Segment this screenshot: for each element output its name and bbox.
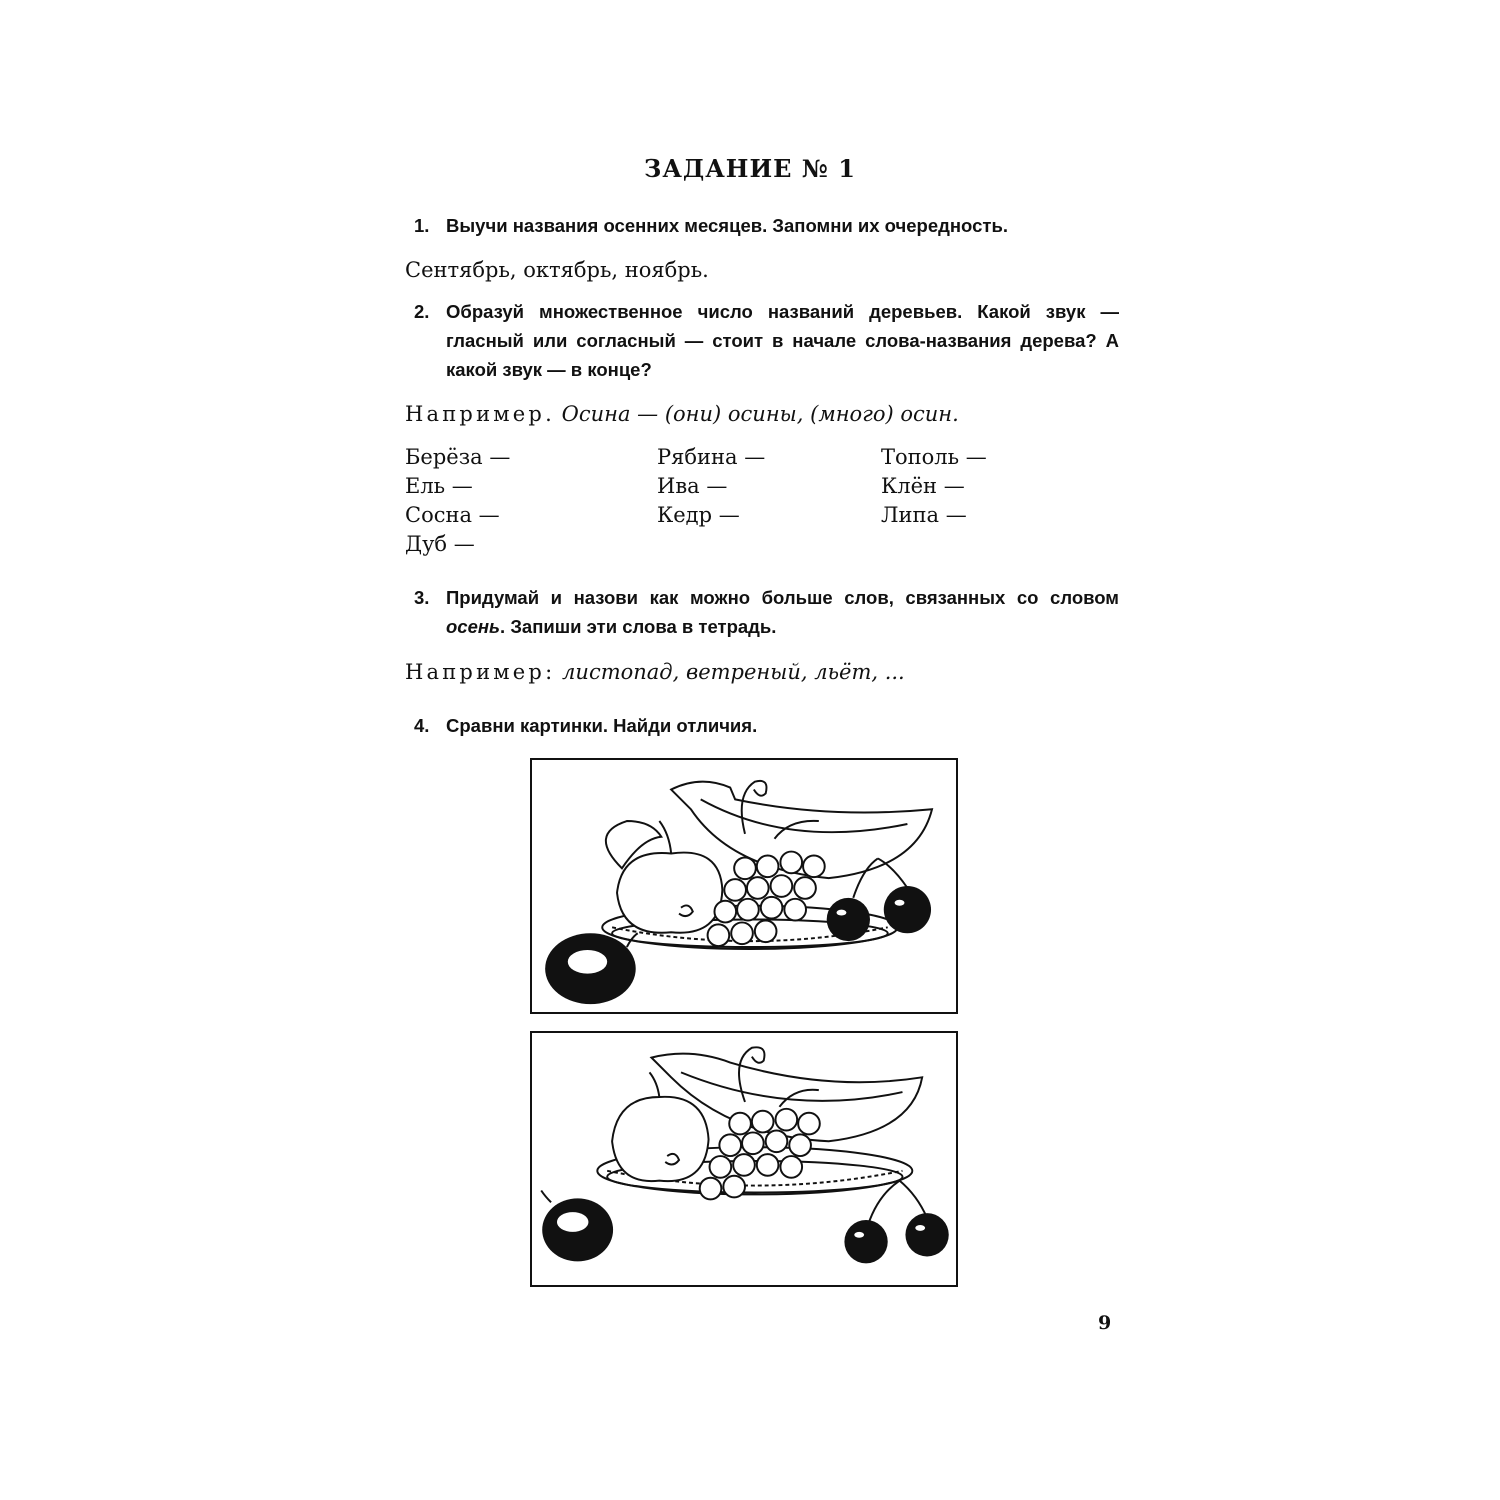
fruit-bowl-illustration bbox=[532, 760, 956, 1012]
tree-word: Берёза — bbox=[405, 445, 511, 469]
task-1 bbox=[414, 211, 1119, 240]
task-3-example-label: Например: bbox=[405, 660, 556, 684]
tree-word: Сосна — bbox=[405, 503, 500, 527]
fruit-picture-2 bbox=[530, 1031, 958, 1287]
task-3-text-part: Придумай и назови как можно больше слов, связанных со словом bbox=[446, 587, 1119, 608]
task-3-example-text: листопад, ветреный, льёт, ... bbox=[562, 660, 905, 684]
tree-word: Липа — bbox=[881, 503, 967, 527]
tree-word: Тополь — bbox=[881, 445, 987, 469]
trees-column-3 bbox=[881, 443, 987, 530]
task-3 bbox=[414, 583, 1119, 641]
task-2 bbox=[414, 297, 1119, 384]
task-4 bbox=[414, 711, 1119, 740]
tree-word: Дуб — bbox=[405, 532, 475, 556]
task-3-text bbox=[446, 583, 1119, 641]
task-2-number: 2. bbox=[414, 301, 430, 322]
tree-word: Кедр — bbox=[657, 503, 740, 527]
task-1-answer: Сентябрь, октябрь, ноябрь. bbox=[405, 258, 709, 282]
fruit-bowl-illustration bbox=[532, 1033, 956, 1285]
task-2-example-label: Например. bbox=[405, 402, 555, 426]
task-1-number: 1. bbox=[414, 215, 430, 236]
page-title: ЗАДАНИЕ № 1 bbox=[644, 154, 856, 183]
tree-word: Клён — bbox=[881, 474, 965, 498]
task-2-example bbox=[405, 400, 1125, 429]
tree-word: Рябина — bbox=[657, 445, 766, 469]
page-number: 9 bbox=[1098, 1312, 1112, 1334]
tree-word: Ель — bbox=[405, 474, 473, 498]
fruit-picture-1 bbox=[530, 758, 958, 1014]
tree-word: Ива — bbox=[657, 474, 728, 498]
trees-column-2 bbox=[657, 443, 765, 530]
task-1-text: Выучи названия осенних месяцев. Запомни их очередность. bbox=[446, 215, 1008, 236]
task-2-text: Образуй множественное число названий деревьев. Какой звук — гласный или согласный — стоит в начале слова-названия дерева? А какой звук — в конце? bbox=[446, 301, 1119, 380]
trees-column-1 bbox=[405, 443, 510, 559]
task-3-number: 3. bbox=[414, 587, 430, 608]
task-4-number: 4. bbox=[414, 715, 430, 736]
task-3-example bbox=[405, 658, 1125, 687]
task-4-text: Сравни картинки. Найди отличия. bbox=[446, 715, 758, 736]
task-3-text-part: . Запиши эти слова в тетрадь. bbox=[500, 616, 777, 637]
task-3-text-emphasis: осень bbox=[446, 616, 501, 637]
task-2-example-text: Осина — (они) осины, (много) осин. bbox=[561, 402, 959, 426]
